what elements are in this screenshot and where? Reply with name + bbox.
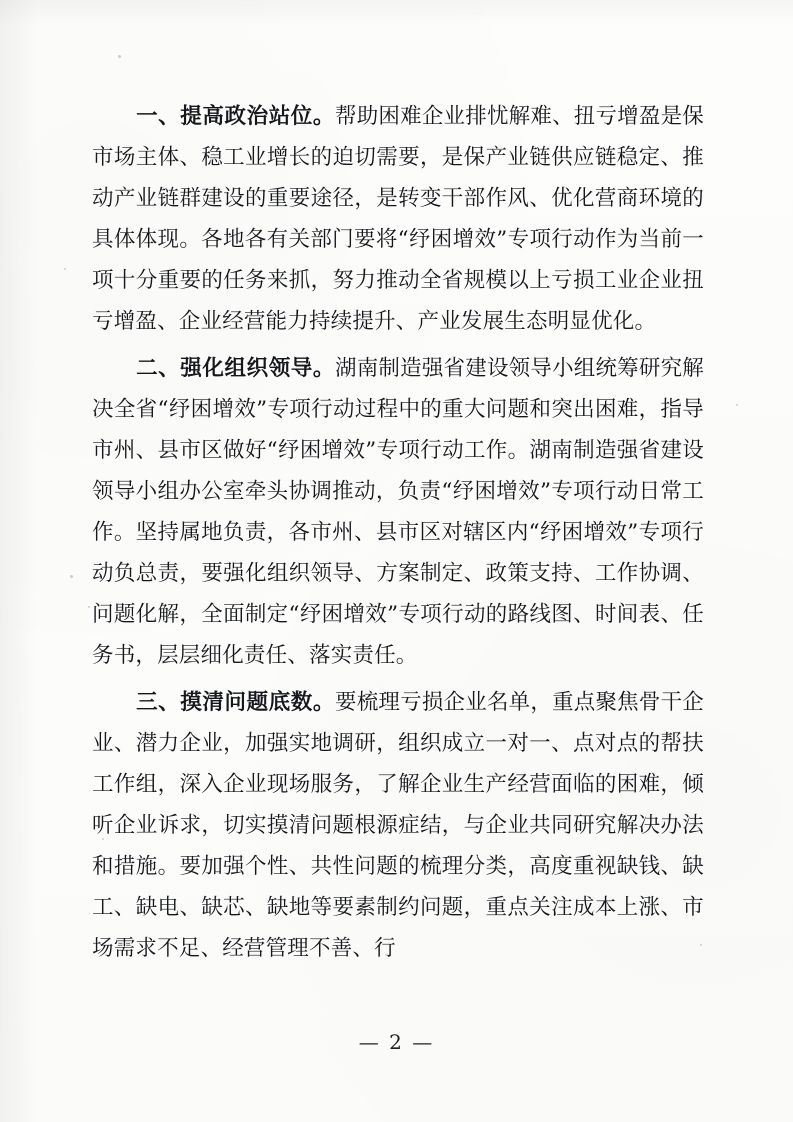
paragraph-text: 湖南制造强省建设领导小组统筹研究解决全省“纾困增效”专项行动过程中的重大问题和突出困难，指导市州、县市区做好“纾困增效”专项行动工作。湖南制造强省建设领导小组办公室牵头协调推动，负责“纾困增效”专项行动日常工作。坚持属地负责，各市州、县市区对辖区内“纾困增效”专项行动负总责，要强化组织领导、方案制定、政策支持、工作协调、问题化解，全面制定“纾困增效”专项行动的路线图、时间表、任务书，层层细化责任、落实责任。 xyxy=(92,356,704,668)
paragraph-section-3 xyxy=(92,682,704,969)
paper-speck xyxy=(118,55,121,58)
paragraph-lead: 三、摸清问题底数。 xyxy=(136,690,336,715)
scan-binding-shadow xyxy=(0,0,38,1122)
paragraph-section-1 xyxy=(92,96,704,342)
paper-speck xyxy=(70,575,73,578)
paragraph-text: 帮助困难企业排忧解难、扭亏增盈是保市场主体、稳工业增长的迫切需要，是保产业链供应链稳定、推动产业链群建设的重要途径，是转变干部作风、优化营商环境的具体体现。各地各有关部门要将“纾困增效”专项行动作为当前一项十分重要的任务来抓，努力推动全省规模以上亏损工业企业扭亏增盈、企业经营能力持续提升、产业发展生态明显优化。 xyxy=(92,104,704,334)
document-body xyxy=(92,96,704,975)
paragraph-text: 要梳理亏损企业名单，重点聚焦骨干企业、潜力企业，加强实地调研，组织成立一对一、点对点的帮扶工作组，深入企业现场服务，了解企业生产经营面临的困难，倾听企业诉求，切实摸清问题根源症结，与企业共同研究解决办法和措施。要加强个性、共性问题的梳理分类，高度重视缺钱、缺工、缺电、缺芯、缺地等要素制约问题，重点关注成本上涨、市场需求不足、经营管理不善、行 xyxy=(92,690,704,961)
paragraph-lead: 二、强化组织领导。 xyxy=(136,356,336,381)
page-number: — 2 — xyxy=(358,1030,435,1054)
scan-top-shadow xyxy=(0,0,793,26)
paragraph-lead: 一、提高政治站位。 xyxy=(136,104,336,129)
paper-speck xyxy=(736,404,738,406)
paragraph-section-2 xyxy=(92,348,704,676)
paper-speck xyxy=(88,606,90,608)
paper-speck xyxy=(64,268,66,270)
